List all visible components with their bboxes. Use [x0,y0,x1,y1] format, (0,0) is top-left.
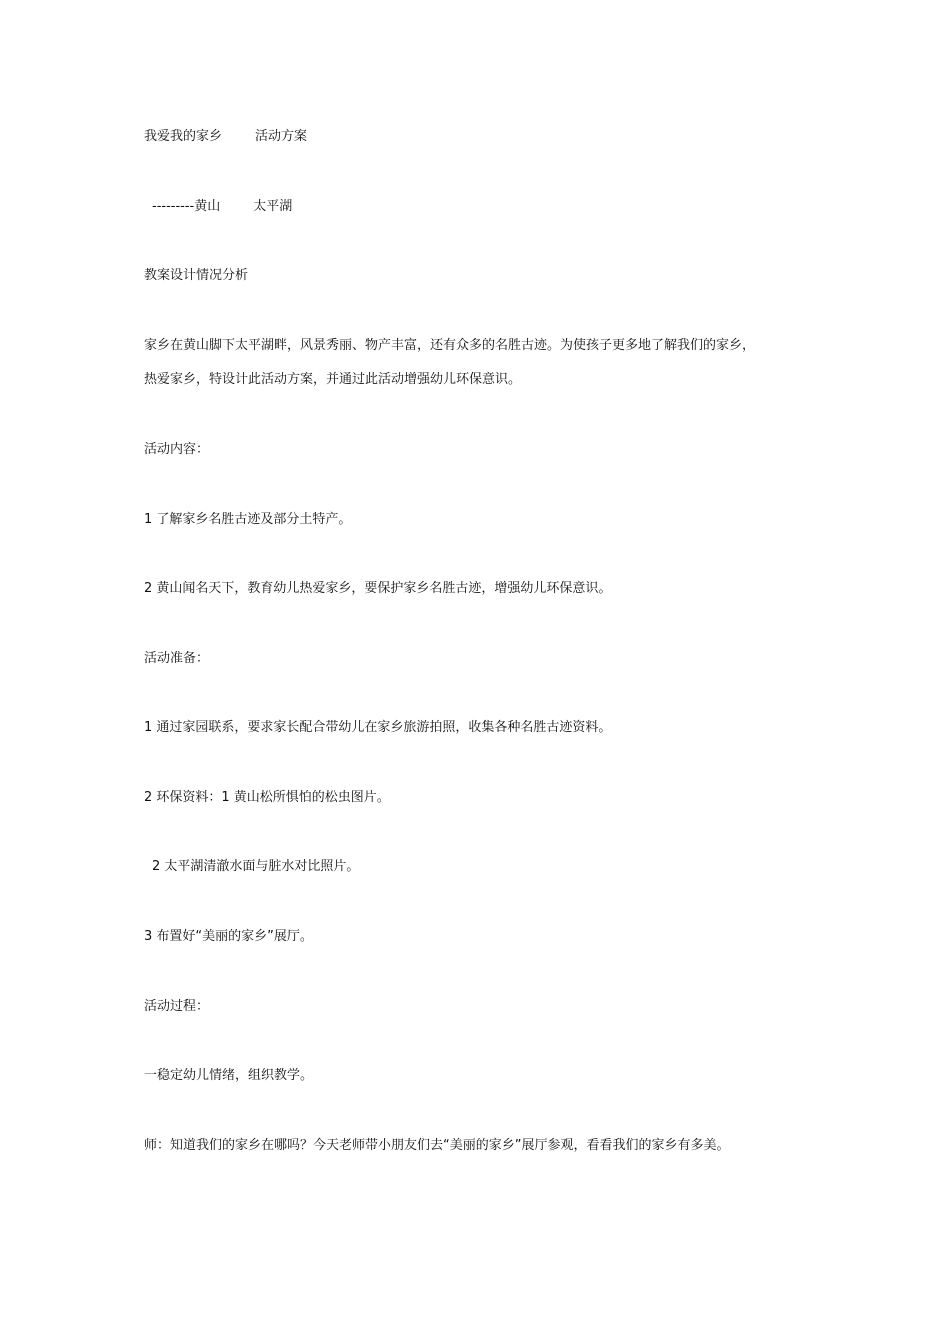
document-title: 我爱我的家乡 活动方案 [144,129,308,144]
content-item-2: 2 黄山闻名天下，教育幼儿热爱家乡，要保护家乡名胜古迹，增强幼儿环保意识。 [144,581,612,596]
section-heading-prep: 活动准备： [144,651,210,666]
content-item-1: 1 了解家乡名胜古迹及部分土特产。 [144,512,352,527]
prep-item-1: 1 通过家园联系，要求家长配合带幼儿在家乡旅游拍照，收集各种名胜古迹资料。 [144,720,612,735]
section-heading-process: 活动过程： [144,999,210,1014]
prep-item-2-sub: 2 太平湖清澈水面与脏水对比照片。 [152,859,360,874]
section-heading-analysis: 教案设计情况分析 [144,268,249,283]
section-heading-content: 活动内容： [144,442,210,457]
intro-paragraph-line-2: 热爱家乡，特设计此活动方案，并通过此活动增强幼儿环保意识。 [144,372,522,387]
prep-item-3: 3 布置好“美丽的家乡”展厅。 [144,929,313,944]
process-step-1: 一稳定幼儿情绪，组织教学。 [144,1068,314,1083]
teacher-dialogue: 师：知道我们的家乡在哪吗？今天老师带小朋友们去“美丽的家乡”展厅参观，看看我们的家乡有多美。 [144,1138,730,1153]
prep-item-2: 2 环保资料：1 黄山松所惧怕的松虫图片。 [144,790,390,805]
intro-paragraph-line-1: 家乡在黄山脚下太平湖畔，风景秀丽、物产丰富，还有众多的名胜古迹。为使孩子更多地了解我们的家乡， [144,338,756,353]
document-subtitle: ---------黄山 太平湖 [152,199,293,214]
